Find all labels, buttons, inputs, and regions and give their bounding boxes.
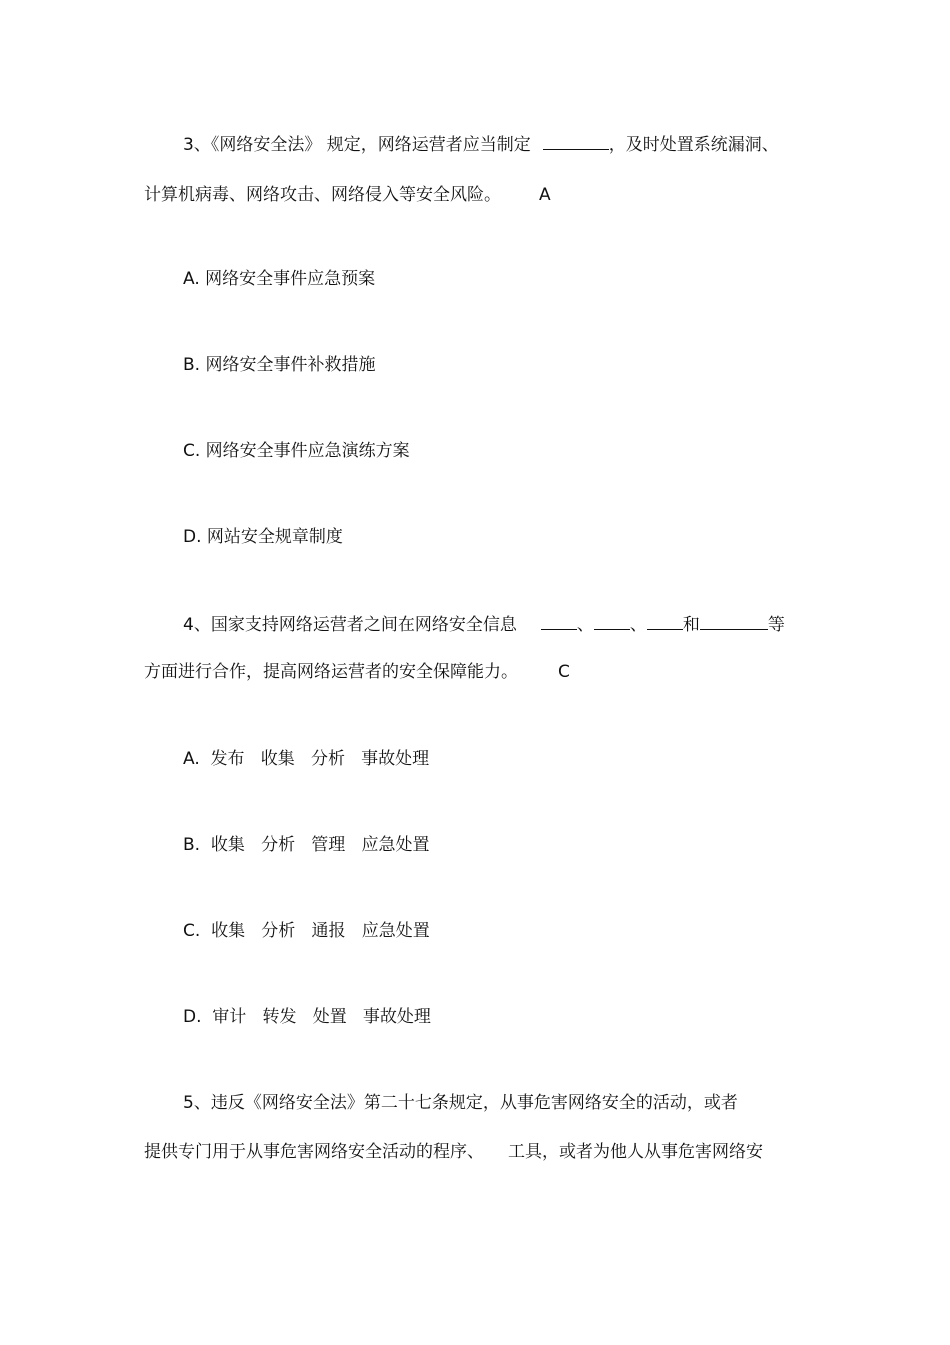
answer-blank <box>541 612 577 630</box>
question-3-option-a: A. 网络安全事件应急预案 <box>183 269 376 289</box>
question-5-line-1: 5、违反《网络安全法》第二十七条规定，从事危害网络安全的活动，或者 <box>183 1093 738 1113</box>
question-5-line-2 <box>144 1140 763 1164</box>
answer-blank <box>700 612 768 630</box>
question-4-line-2 <box>144 660 570 684</box>
question-4-option-b: B. 收集 分析 管理 应急处置 <box>183 835 430 855</box>
question-4-answer: C <box>558 662 570 682</box>
answer-blank <box>543 132 609 150</box>
question-3-line-1 <box>183 132 779 157</box>
question-5-text-start: 提供专门用于从事危害网络安全活动的程序、 <box>144 1142 484 1162</box>
question-4-line-1 <box>183 612 785 637</box>
question-3-answer: A <box>539 185 551 205</box>
question-3-option-d: D. 网站安全规章制度 <box>183 527 343 547</box>
answer-blank <box>647 612 683 630</box>
question-4-text-start: 4、国家支持网络运营者之间在网络安全信息 <box>183 615 517 635</box>
question-3-text-end: ，及时处置系统漏洞、 <box>608 135 779 155</box>
question-4-text-end: 等 <box>767 615 785 635</box>
question-3-text-start: 3、《网络安全法》 规定，网络运营者应当制定 <box>183 135 531 155</box>
question-3-option-c: C. 网络安全事件应急演练方案 <box>183 441 410 461</box>
question-3-text-continued: 计算机病毒、网络攻击、网络侵入等安全风险。 <box>144 185 501 205</box>
separator: 、 <box>629 615 647 635</box>
separator: 和 <box>682 615 700 635</box>
question-4-option-a: A. 发布 收集 分析 事故处理 <box>183 749 430 769</box>
question-3-option-b: B. 网络安全事件补救措施 <box>183 355 376 375</box>
question-4-option-d: D. 审计 转发 处置 事故处理 <box>183 1007 431 1027</box>
question-4-text-continued: 方面进行合作，提高网络运营者的安全保障能力。 <box>144 662 518 682</box>
question-5-text-end: 工具，或者为他人从事危害网络安 <box>508 1142 763 1162</box>
question-3-line-2 <box>144 183 551 207</box>
answer-blank <box>594 612 630 630</box>
question-4-option-c: C. 收集 分析 通报 应急处置 <box>183 921 430 941</box>
separator: 、 <box>576 615 594 635</box>
